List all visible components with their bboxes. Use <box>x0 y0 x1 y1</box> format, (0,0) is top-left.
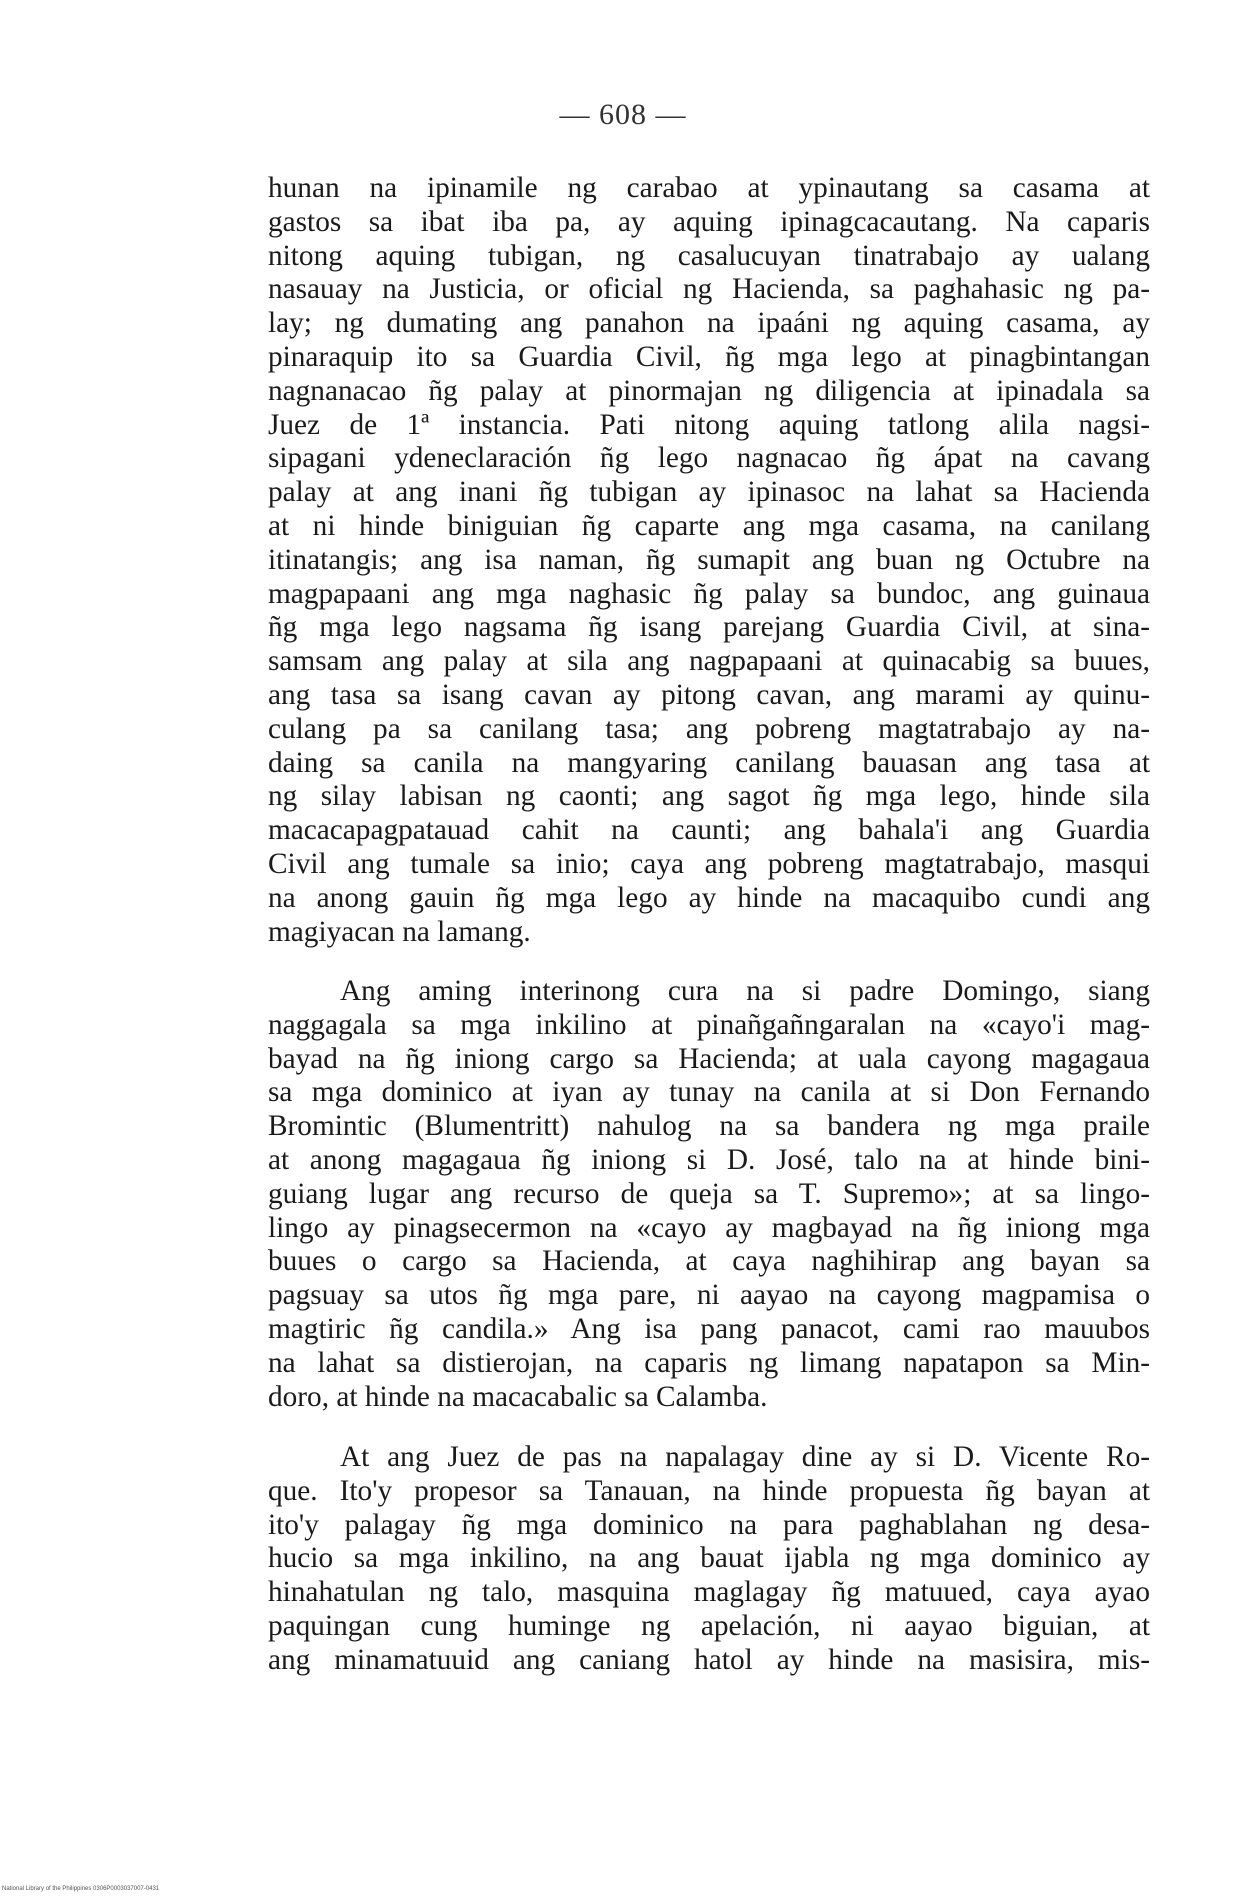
text-line: guiang lugar ang recurso de queja sa T. Supremo»; at sa lingo- <box>268 1177 1150 1210</box>
text-line: na anong gauin ñg mga lego ay hinde na macaquibo cundi ang <box>268 881 1150 914</box>
text-line: Ang aming interinong cura na si padre Domingo, siang <box>340 975 1150 1007</box>
text-line: at ni hinde biniguian ñg caparte ang mga casama, na canilang <box>268 509 1150 542</box>
text-line: lingo ay pinagsecermon na «cayo ay magbayad na ñg iniong mga <box>268 1211 1150 1244</box>
text-line: hucio sa mga inkilino, na ang bauat ijabla ng mga dominico ay <box>268 1542 1150 1575</box>
text-line: Bromintic (Blumentritt) nahulog na sa bandera ng mga praile <box>268 1110 1150 1143</box>
text-line: bayad na ñg iniong cargo sa Hacienda; at uala cayong magagaua <box>268 1042 1150 1075</box>
text-line: nagnanacao ñg palay at pinormajan ng diligencia at ipinadala sa <box>268 374 1150 407</box>
text-line: hinahatulan ng talo, masquina maglagay ñg matuued, caya ayao <box>268 1576 1150 1609</box>
text-line: magpapaani ang mga naghasic ñg palay sa bundoc, ang guinaua <box>268 577 1150 610</box>
text-line: samsam ang palay at sila ang nagpapaani at quinacabig sa buues, <box>268 645 1150 678</box>
text-line: gastos sa ibat iba pa, ay aquing ipinagcacautang. Na caparis <box>268 205 1150 238</box>
text-line: na lahat sa distierojan, na caparis ng limang napatapon sa Min- <box>268 1346 1150 1379</box>
text-line: doro, at hinde na macacabalic sa Calamba. <box>268 1380 768 1413</box>
text-line: sa mga dominico at iyan ay tunay na canila at si Don Fernando <box>268 1076 1150 1109</box>
text-line: culang pa sa canilang tasa; ang pobreng magtatrabajo ay na- <box>268 712 1150 745</box>
text-line: ñg mga lego nagsama ñg isang parejang Guardia Civil, at sina- <box>268 611 1150 644</box>
text-line: ang minamatuuid ang caniang hatol ay hinde na masisira, mis- <box>268 1643 1150 1676</box>
text-line: nasauay na Justicia, or oficial ng Hacienda, sa paghahasic ng pa- <box>268 273 1150 306</box>
text-line: naggagala sa mga inkilino at pinañgañngaralan na «cayo'i mag- <box>268 1008 1150 1041</box>
text-line: pagsuay sa utos ñg mga pare, ni aayao na cayong magpamisa o <box>268 1279 1150 1312</box>
text-line: pinaraquip ito sa Guardia Civil, ñg mga lego at pinagbintangan <box>268 340 1150 373</box>
text-line: magtiric ñg candila.» Ang isa pang panacot, cami rao mauubos <box>268 1312 1150 1345</box>
text-line: macacapagpatauad cahit na caunti; ang bahala'i ang Guardia <box>268 814 1150 847</box>
text-line: paquingan cung huminge ng apelación, ni aayao biguian, at <box>268 1609 1150 1642</box>
text-line: magiyacan na lamang. <box>268 915 531 948</box>
text-line: Civil ang tumale sa inio; caya ang pobreng magtatrabajo, masqui <box>268 847 1150 880</box>
paragraph-2 <box>268 975 1150 1414</box>
text-line: buues o cargo sa Hacienda, at caya naghihirap ang bayan sa <box>268 1245 1150 1278</box>
text-line: daing sa canila na mangyaring canilang bauasan ang tasa at <box>268 746 1150 779</box>
text-line: at anong magagaua ñg iniong si D. José, talo na at hinde bini- <box>268 1143 1150 1176</box>
footer-note: National Library of the Philippines 0306P0003037007-0431 <box>2 1886 160 1892</box>
text-line: nitong aquing tubigan, ng casalucuyan tinatrabajo ay ualang <box>268 239 1150 272</box>
text-line: ang tasa sa isang cavan ay pitong cavan, ang marami ay quinu- <box>268 678 1150 711</box>
text-line: ng silay labisan ng caonti; ang sagot ñg mga lego, hinde sila <box>268 780 1150 813</box>
paragraph-1 <box>268 172 1150 949</box>
text-line: que. Ito'y propesor sa Tanauan, na hinde propuesta ñg bayan at <box>268 1474 1150 1507</box>
text-line: itinatangis; ang isa naman, ñg sumapit ang buan ng Octubre na <box>268 543 1150 576</box>
text-line: sipagani ydeneclaración ñg lego nagnacao ñg ápat na cavang <box>268 442 1150 475</box>
paragraph-3 <box>268 1441 1150 1678</box>
text-line: palay at ang inani ñg tubigan ay ipinasoc na lahat sa Hacienda <box>268 476 1150 509</box>
page-number: — 608 — <box>559 98 687 131</box>
text-line: ito'y palagay ñg mga dominico na para paghablahan ng desa- <box>268 1508 1150 1541</box>
text-line: hunan na ipinamile ng carabao at ypinautang sa casama at <box>268 172 1150 204</box>
text-line: Juez de 1ª instancia. Pati nitong aquing tatlong alila nagsi- <box>268 408 1150 441</box>
text-line: lay; ng dumating ang panahon na ipaáni ng aquing casama, ay <box>268 307 1150 340</box>
text-line: At ang Juez de pas na napalagay dine ay si D. Vicente Ro- <box>340 1441 1150 1473</box>
